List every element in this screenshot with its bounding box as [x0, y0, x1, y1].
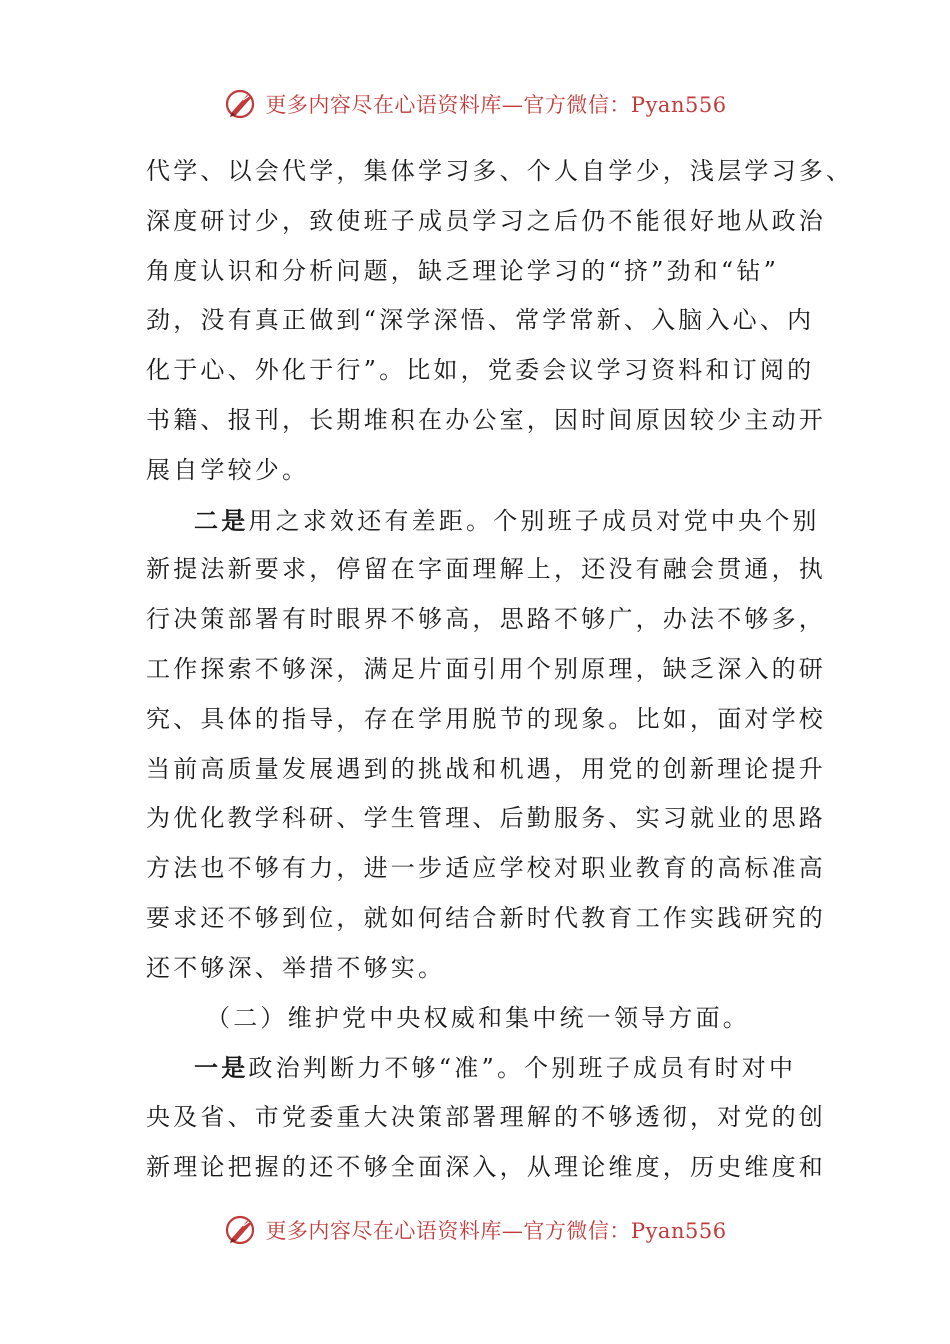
text-line: 行决策部署有时眼界不够高，思路不够广，办法不够多， [146, 605, 826, 634]
text-line: 展自学较少。 [146, 455, 310, 484]
text-line: 工作探索不够深，满足片面引用个别原理，缺乏深入的研 [146, 654, 826, 683]
paragraph-three-first-line [146, 1043, 806, 1093]
text-line: 书籍、报刊，长期堆积在办公室，因时间原因较少主动开 [146, 405, 826, 434]
text-line: 劲，没有真正做到“深学深悟、常学常新、入脑入心、内 [146, 306, 815, 335]
paragraph-three-first-text: 政治判断力不够“准”。个别班子成员有时对中 [248, 1054, 797, 1083]
footer-banner-text: 更多内容尽在心语资料库—官方微信：Pyan556 [265, 1219, 727, 1243]
text-line: 深度研讨少，致使班子成员学习之后仍不能很好地从政治 [146, 206, 826, 235]
text-line: 化于心、外化于行”。比如，党委会议学习资料和订阅的 [146, 356, 815, 385]
text-line: 新理论把握的还不够全面深入，从理论维度，历史维度和 [146, 1152, 826, 1181]
paragraph-three-lead: 一是 [194, 1053, 249, 1083]
section-heading: （二）维护党中央权威和集中统一领导方面。 [206, 1003, 750, 1032]
text-line: 方法也不够有力，进一步适应学校对职业教育的高标准高 [146, 854, 826, 883]
text-line: 究、具体的指导，存在学用脱节的现象。比如，面对学校 [146, 704, 826, 733]
text-line: 新提法新要求，停留在字面理解上，还没有融会贯通，执 [146, 555, 826, 584]
footer-banner [0, 1210, 950, 1250]
text-line: 要求还不够到位，就如何结合新时代教育工作实践研究的 [146, 903, 826, 932]
header-banner [0, 84, 950, 124]
text-line: 当前高质量发展遇到的挑战和机遇，用党的创新理论提升 [146, 754, 826, 783]
document-body [146, 147, 854, 1193]
text-line: 代学、以会代学，集体学习多、个人自学少，浅层学习多、 [146, 157, 854, 185]
header-banner-text: 更多内容尽在心语资料库—官方微信：Pyan556 [265, 93, 727, 117]
text-line: 还不够深、举措不够实。 [146, 953, 446, 982]
paragraph-two-lead: 二是 [194, 505, 249, 535]
text-line: 为优化教学科研、学生管理、后勤服务、实习就业的思路 [146, 804, 826, 833]
text-line: 央及省、市党委重大决策部署理解的不够透彻，对党的创 [146, 1103, 826, 1132]
paragraph-two-first-text: 用之求效还有差距。个别班子成员对党中央个别 [248, 506, 820, 535]
paragraph-two-first-line [146, 496, 820, 546]
pen-logo-icon [223, 1212, 259, 1248]
pen-logo-icon [223, 86, 259, 122]
text-line: 角度认识和分析问题，缺乏理论学习的“挤”劲和“钻” [146, 256, 780, 285]
